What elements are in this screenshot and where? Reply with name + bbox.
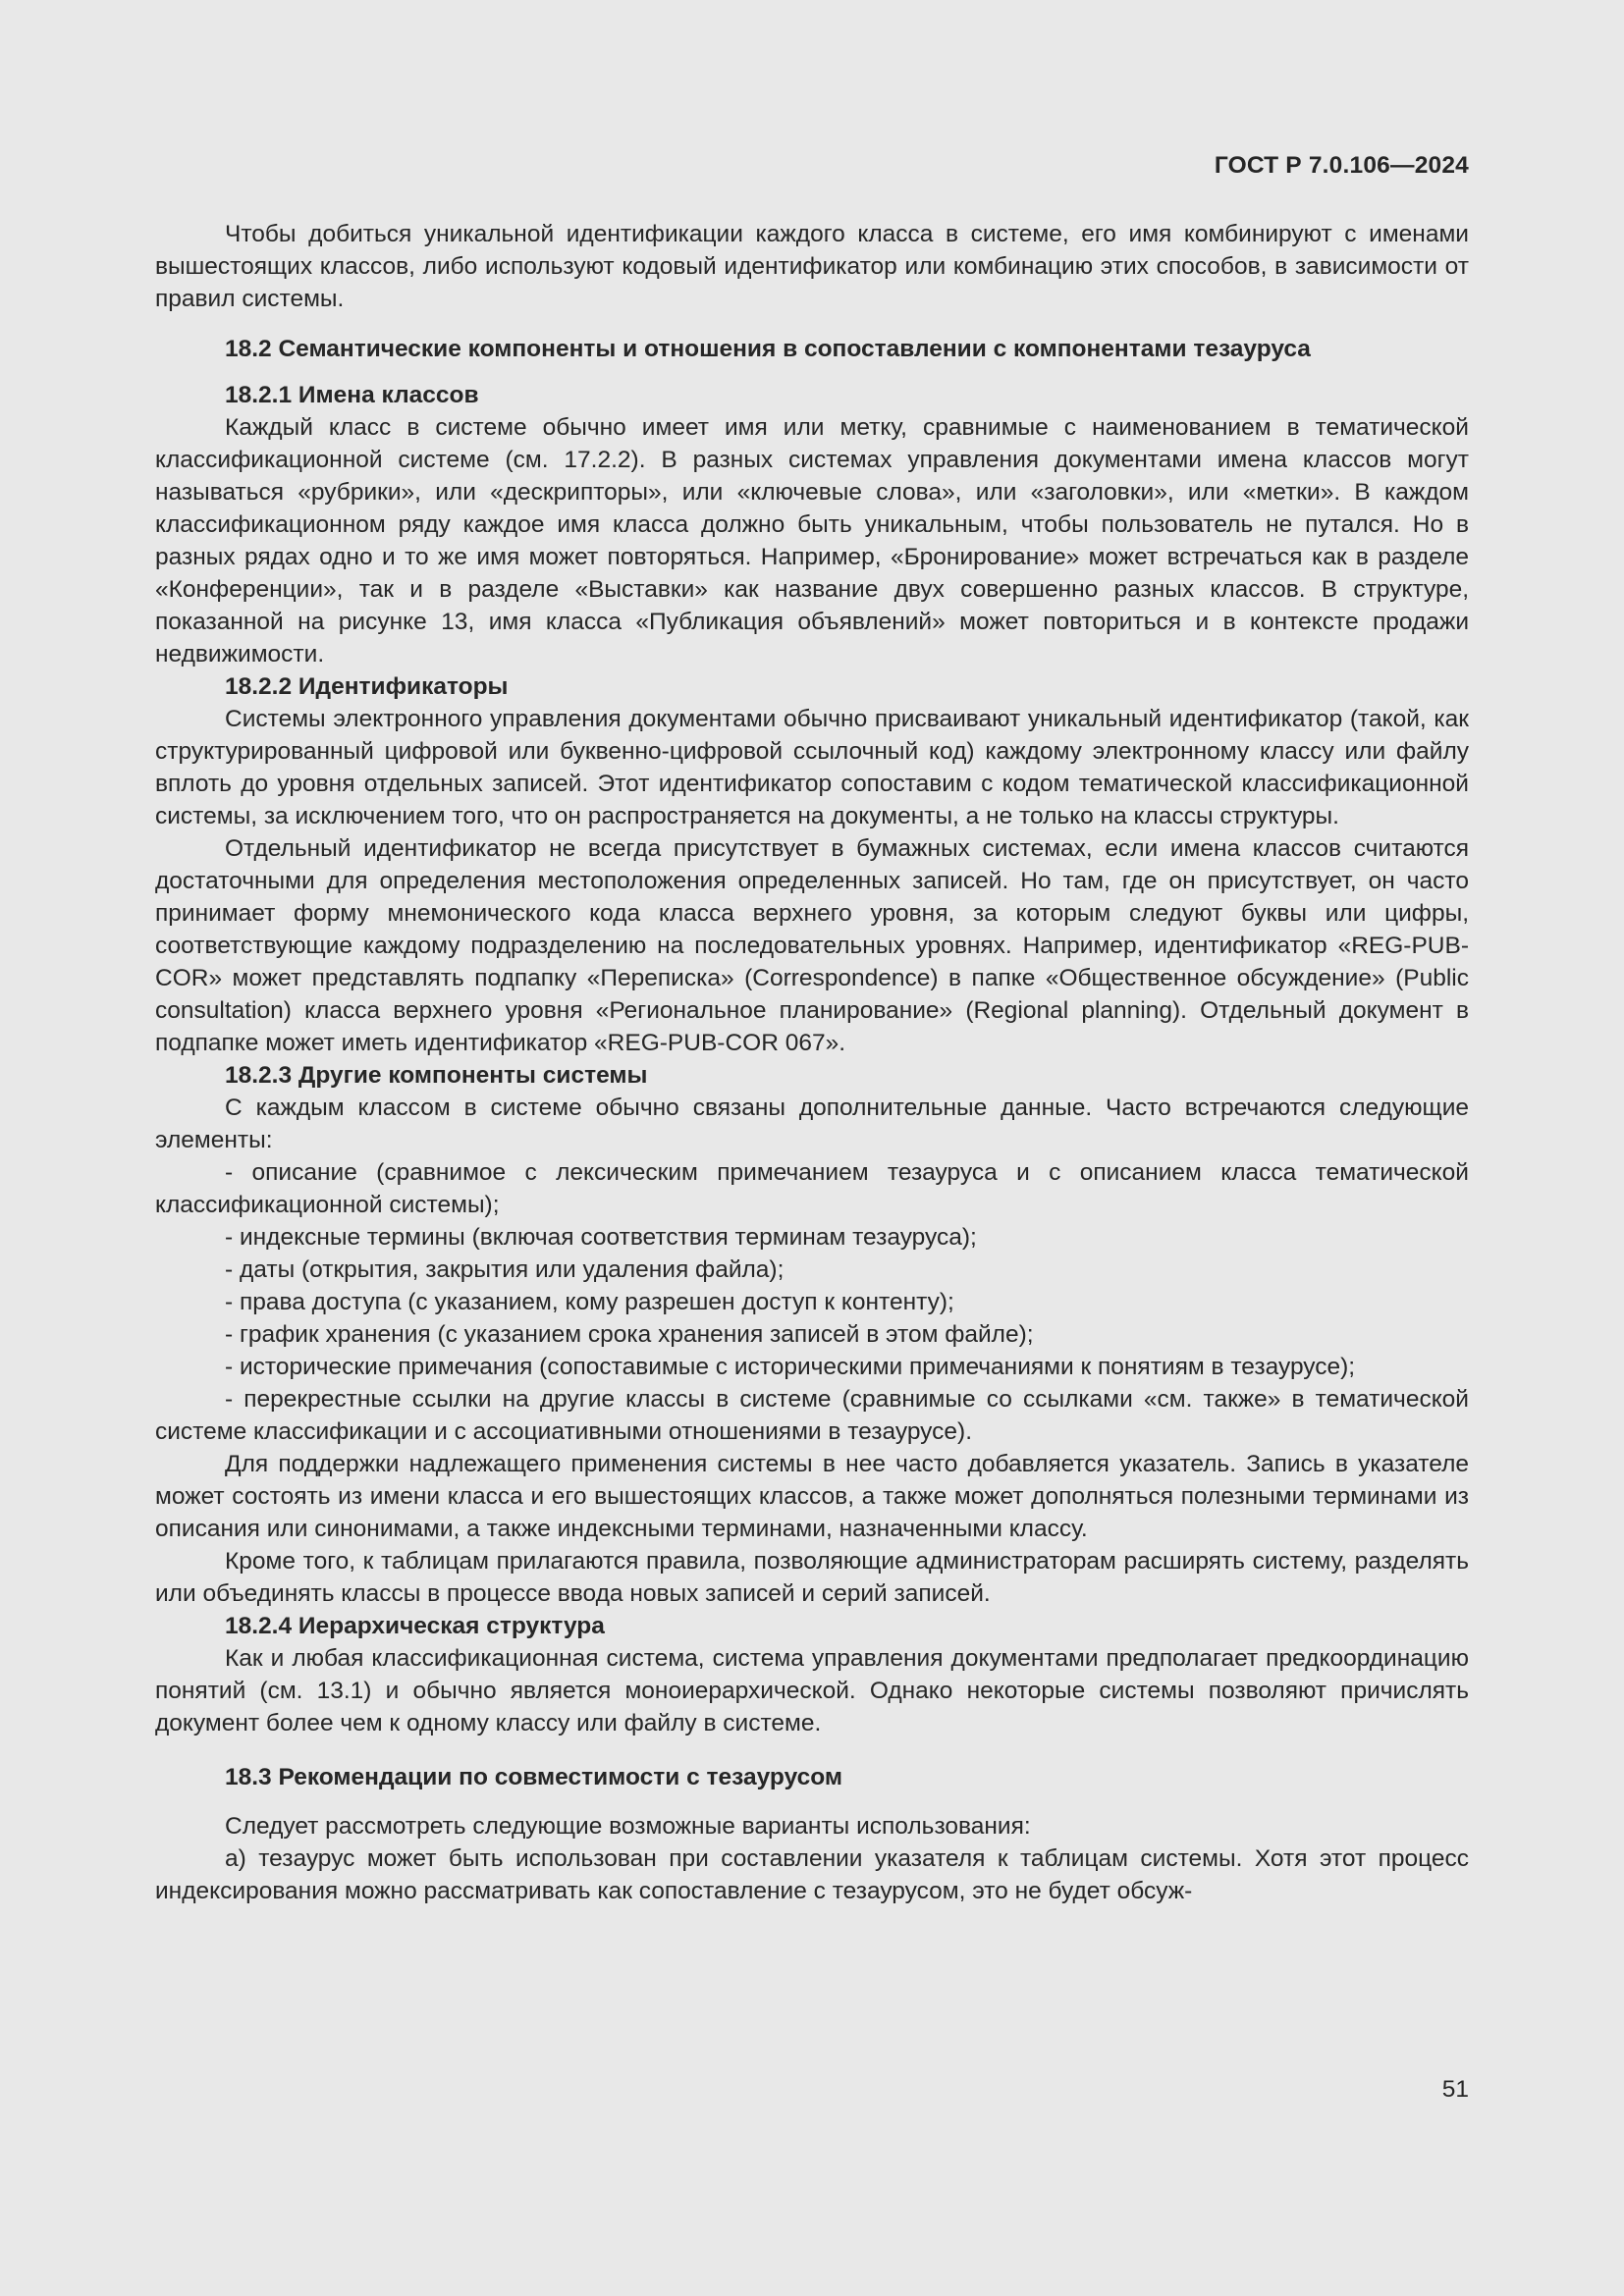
subsection-heading: 18.2.4 Иерархическая структура: [225, 1613, 605, 1639]
paragraph: Каждый класс в системе обычно имеет имя или метку, сравнимые с наименованием в тематической классификационной системе (см. 17.2.2). В разных системах управления документами имена классов могут называться «рубрики», или «дескрипторы», или «ключевые слова», или «заголовки», или «метки». В каждом классификационном ряду каждое имя класса должно быть уникальным, чтобы пользователь не путался. Но в разных рядах одно и то же имя может повторяться. Например, «Бронирование» может встречаться как в разделе «Конференции», так и в разделе «Выставки» как название двух совершенно разных классов. В структуре, показанной на рисунке 13, имя класса «Публикация объявлений» может повториться и в контексте продажи недвижимости.: [155, 414, 1469, 667]
list-item: - индексные термины (включая соответствия терминам тезауруса);: [225, 1224, 977, 1251]
subsection-heading: 18.2.3 Другие компоненты системы: [225, 1062, 648, 1089]
list-item: - даты (открытия, закрытия или удаления файла);: [225, 1256, 785, 1283]
list-item: - перекрестные ссылки на другие классы в системе (сравнимые со ссылками «см. также» в тематической системе классификации и с ассоциативными отношениями в тезаурусе).: [155, 1386, 1469, 1445]
intro-section: [155, 218, 1469, 315]
page-number: 51: [1441, 2076, 1469, 2103]
section-heading-18-2: 18.2 Семантические компоненты и отношения в сопоставлении с компонентами тезауруса: [225, 336, 1311, 362]
paragraph: С каждым классом в системе обычно связаны дополнительные данные. Часто встречаются следующие элементы:: [155, 1095, 1469, 1153]
paragraph: Следует рассмотреть следующие возможные варианты использования:: [225, 1813, 1031, 1840]
subsection-18-2-3: [155, 1059, 1469, 1610]
page-body: [155, 147, 1469, 1907]
section-18-3-body: [155, 1810, 1469, 1907]
document-code: ГОСТ Р 7.0.106—2024: [1214, 152, 1469, 179]
list-item: - права доступа (с указанием, кому разрешен доступ к контенту);: [225, 1289, 954, 1315]
paragraph: Чтобы добиться уникальной идентификации каждого класса в системе, его имя комбинируют с именами вышестоящих классов, либо используют кодовый идентификатор или комбинацию этих способов, в зависимости от правил системы.: [155, 221, 1469, 312]
subsection-18-2-1: [155, 379, 1469, 670]
list-item: - исторические примечания (сопоставимые с историческими примечаниями к понятиям в тезаурусе);: [225, 1354, 1356, 1380]
subsection-18-2-2: [155, 670, 1469, 1059]
paragraph: а) тезаурус может быть использован при составлении указателя к таблицам системы. Хотя этот процесс индексирования можно рассматривать как сопоставление с тезаурусом, это не будет обсуж-: [155, 1845, 1469, 1904]
subsection-heading: 18.2.1 Имена классов: [225, 382, 479, 408]
paragraph: Для поддержки надлежащего применения системы в нее часто добавляется указатель. Запись в указателе может состоять из имени класса и его вышестоящих классов, а также может дополняться полезными терминами из описания или синонимами, а также индексными терминами, назначенными классу.: [155, 1451, 1469, 1542]
paragraph: Как и любая классификационная система, система управления документами предполагает предкоординацию понятий (см. 13.1) и обычно является моноиерархической. Однако некоторые системы позволяют причислять документ более чем к одному классу или файлу в системе.: [155, 1645, 1469, 1736]
subsection-18-2-4: [155, 1610, 1469, 1739]
list-item: - график хранения (с указанием срока хранения записей в этом файле);: [225, 1321, 1034, 1348]
paragraph: Кроме того, к таблицам прилагаются правила, позволяющие администраторам расширять систему, разделять или объединять классы в процессе ввода новых записей и серий записей.: [155, 1548, 1469, 1607]
list-item: - описание (сравнимое с лексическим примечанием тезауруса и с описанием класса тематической классификационной системы);: [155, 1159, 1469, 1218]
paragraph: Системы электронного управления документами обычно присваивают уникальный идентификатор (такой, как структурированный цифровой или буквенно-цифровой ссылочный код) каждому электронному классу или файлу вплоть до уровня отдельных записей. Этот идентификатор сопоставим с кодом тематической классификационной системы, за исключением того, что он распространяется на документы, а не только на классы структуры.: [155, 706, 1469, 829]
section-heading-18-3: 18.3 Рекомендации по совместимости с тезаурусом: [225, 1764, 842, 1790]
paragraph: Отдельный идентификатор не всегда присутствует в бумажных системах, если имена классов считаются достаточными для определения местоположения определенных записей. Но там, где он присутствует, он часто принимает форму мнемонического кода класса верхнего уровня, за которым следуют буквы или цифры, соответствующие каждому подразделению на последовательных уровнях. Например, идентификатор «REG-PUB-COR» может представлять подпапку «Переписка» (Correspondence) в папке «Общественное обсуждение» (Public consultation) класса верхнего уровня «Региональное планирование» (Regional planning). Отдельный документ в подпапке может иметь идентификатор «REG-PUB-COR 067».: [155, 835, 1469, 1056]
subsection-heading: 18.2.2 Идентификаторы: [225, 673, 509, 700]
